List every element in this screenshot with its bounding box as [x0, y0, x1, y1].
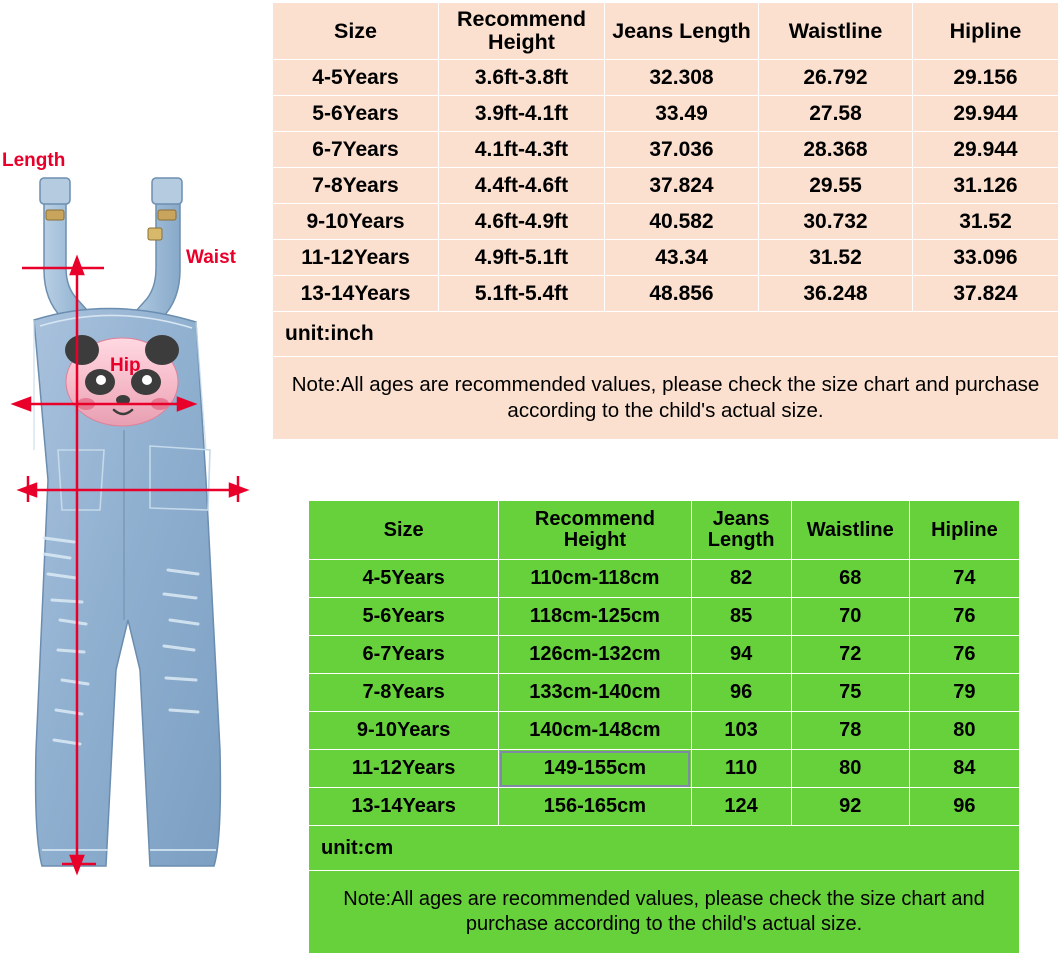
column-header-jeans-length: Jeans Length — [605, 3, 759, 60]
cell-recommend-height: 5.1ft-5.4ft — [439, 276, 605, 312]
cell-size: 11-12Years — [309, 750, 499, 788]
cell-jeans-length: 48.856 — [605, 276, 759, 312]
cell-hipline: 76 — [909, 598, 1019, 636]
table-row — [273, 132, 1059, 168]
column-header-jeans-length: Jeans Length — [691, 501, 791, 560]
cell-jeans-length: 110 — [691, 750, 791, 788]
note-text-cm: Note:All ages are recommended values, please check the size chart and purchase according to the child's actual size. — [309, 871, 1020, 954]
cell-size: 13-14Years — [309, 788, 499, 826]
table-row — [273, 204, 1059, 240]
cell-jeans-length: 40.582 — [605, 204, 759, 240]
cell-waistline: 30.732 — [759, 204, 913, 240]
cell-hipline: 37.824 — [913, 276, 1059, 312]
cell-waistline: 31.52 — [759, 240, 913, 276]
cell-recommend-height: 3.6ft-3.8ft — [439, 60, 605, 96]
cell-recommend-height-highlighted[interactable]: 149-155cm — [499, 750, 691, 788]
table-row — [273, 96, 1059, 132]
cell-jeans-length: 37.824 — [605, 168, 759, 204]
cell-jeans-length: 85 — [691, 598, 791, 636]
size-chart-cm — [308, 500, 1020, 954]
cell-recommend-height: 110cm-118cm — [499, 560, 691, 598]
cell-hipline: 31.52 — [913, 204, 1059, 240]
cell-size: 7-8Years — [309, 674, 499, 712]
cell-size: 6-7Years — [309, 636, 499, 674]
cell-waistline: 92 — [791, 788, 909, 826]
cell-waistline: 29.55 — [759, 168, 913, 204]
cell-recommend-height: 4.6ft-4.9ft — [439, 204, 605, 240]
cell-recommend-height: 4.9ft-5.1ft — [439, 240, 605, 276]
table-row-selected — [309, 750, 1020, 788]
cell-recommend-height: 156-165cm — [499, 788, 691, 826]
column-header-size: Size — [273, 3, 439, 60]
cell-jeans-length: 94 — [691, 636, 791, 674]
column-header-waistline: Waistline — [759, 3, 913, 60]
cell-hipline: 31.126 — [913, 168, 1059, 204]
table-row — [309, 598, 1020, 636]
cell-size: 11-12Years — [273, 240, 439, 276]
cell-jeans-length: 32.308 — [605, 60, 759, 96]
cell-size: 7-8Years — [273, 168, 439, 204]
cell-size: 6-7Years — [273, 132, 439, 168]
cell-hipline: 29.944 — [913, 96, 1059, 132]
table-row — [273, 276, 1059, 312]
cell-waistline: 70 — [791, 598, 909, 636]
table-row — [309, 636, 1020, 674]
column-header-recommend-height: Recommend Height — [499, 501, 691, 560]
note-row — [273, 357, 1059, 440]
table-row — [273, 168, 1059, 204]
cell-waistline: 72 — [791, 636, 909, 674]
column-header-waistline: Waistline — [791, 501, 909, 560]
cell-hipline: 84 — [909, 750, 1019, 788]
cell-size: 9-10Years — [273, 204, 439, 240]
cell-waistline: 68 — [791, 560, 909, 598]
cell-waistline: 26.792 — [759, 60, 913, 96]
table-row — [273, 60, 1059, 96]
cell-waistline: 78 — [791, 712, 909, 750]
cell-jeans-length: 37.036 — [605, 132, 759, 168]
cell-size: 13-14Years — [273, 276, 439, 312]
table-row — [309, 712, 1020, 750]
cell-jeans-length: 103 — [691, 712, 791, 750]
cell-hipline: 79 — [909, 674, 1019, 712]
cell-recommend-height: 126cm-132cm — [499, 636, 691, 674]
table-row — [309, 674, 1020, 712]
unit-label-inch: unit:inch — [273, 312, 1059, 357]
cell-jeans-length: 82 — [691, 560, 791, 598]
table-row — [309, 788, 1020, 826]
column-header-hipline: Hipline — [909, 501, 1019, 560]
cell-waistline: 80 — [791, 750, 909, 788]
cell-jeans-length: 33.49 — [605, 96, 759, 132]
hip-measurement-label: Hip — [110, 355, 141, 376]
cell-size: 5-6Years — [273, 96, 439, 132]
cell-recommend-height: 4.1ft-4.3ft — [439, 132, 605, 168]
unit-row — [309, 826, 1020, 871]
note-text-inch: Note:All ages are recommended values, please check the size chart and purchase according to the child's actual size. — [273, 357, 1059, 440]
cell-hipline: 96 — [909, 788, 1019, 826]
waist-measurement-label: Waist — [186, 247, 236, 268]
column-header-size: Size — [309, 501, 499, 560]
table-row — [273, 240, 1059, 276]
cell-hipline: 76 — [909, 636, 1019, 674]
cell-hipline: 33.096 — [913, 240, 1059, 276]
cell-recommend-height: 140cm-148cm — [499, 712, 691, 750]
cell-size: 5-6Years — [309, 598, 499, 636]
table-header-row — [309, 501, 1020, 560]
cell-hipline: 74 — [909, 560, 1019, 598]
cell-recommend-height: 3.9ft-4.1ft — [439, 96, 605, 132]
cell-recommend-height: 4.4ft-4.6ft — [439, 168, 605, 204]
cell-recommend-height: 118cm-125cm — [499, 598, 691, 636]
note-row — [309, 871, 1020, 954]
cell-hipline: 80 — [909, 712, 1019, 750]
cell-recommend-height: 133cm-140cm — [499, 674, 691, 712]
cell-waistline: 28.368 — [759, 132, 913, 168]
column-header-recommend-height: Recommend Height — [439, 3, 605, 60]
size-chart-inch — [272, 2, 1059, 440]
cell-jeans-length: 96 — [691, 674, 791, 712]
unit-row — [273, 312, 1059, 357]
cell-hipline: 29.156 — [913, 60, 1059, 96]
cell-size: 4-5Years — [273, 60, 439, 96]
cell-hipline: 29.944 — [913, 132, 1059, 168]
cell-waistline: 75 — [791, 674, 909, 712]
length-measurement-label: Length — [2, 150, 66, 171]
table-header-row — [273, 3, 1059, 60]
cell-jeans-length: 124 — [691, 788, 791, 826]
table-row — [309, 560, 1020, 598]
cell-size: 4-5Years — [309, 560, 499, 598]
cell-waistline: 36.248 — [759, 276, 913, 312]
cell-jeans-length: 43.34 — [605, 240, 759, 276]
column-header-hipline: Hipline — [913, 3, 1059, 60]
unit-label-cm: unit:cm — [309, 826, 1020, 871]
cell-size: 9-10Years — [309, 712, 499, 750]
cell-waistline: 27.58 — [759, 96, 913, 132]
